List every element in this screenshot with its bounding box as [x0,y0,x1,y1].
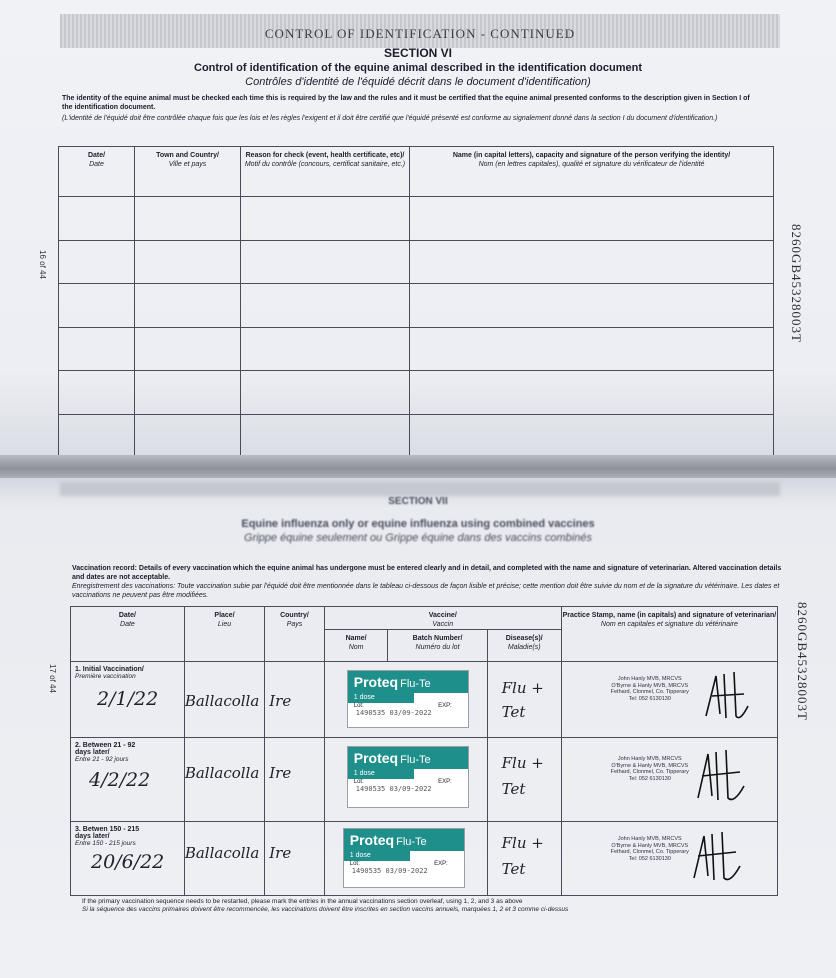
vet-signature [694,666,754,730]
footnote-fr: Si la séquence des vaccins primaires doivent être recommencée, les vaccinations doivent être inscrites en section vaccins annuels, marquées 1, 2 et 3 comme ci-dessus [82,906,569,913]
vaccine-sticker: Proteq Flu-Te 1 dose Lot: EXP: 1490535 03/09-2022 [343,828,465,888]
table-row [59,240,774,284]
table-row [59,371,774,415]
table-row [59,327,774,371]
country-cell: Ire [265,738,325,822]
practice-cell [561,738,777,822]
col-country: Country/ Pays [265,607,325,662]
col-vaccine: Vaccine/ Vaccin [324,607,561,630]
date-value: 2/1/22 [97,688,159,710]
col-batch: Batch Number/ Numéro du lot [388,630,487,662]
disease-cell: Flu + Tet [487,738,561,822]
country-cell: Ire [265,662,325,738]
place-cell: Ballacolla [184,738,264,822]
vet-signature [684,824,746,890]
band-heading: CONTROL OF IDENTIFICATION - CONTINUED [264,26,576,41]
vaccine-sticker: Proteq Flu-Te 1 dose Lot: EXP: 1490535 03/09-2022 [347,670,469,728]
table-row [59,284,774,328]
date-value: 20/6/22 [91,851,165,873]
page-number: 17 of 44 [48,664,57,693]
col-vaccine-name: Name/ Nom [324,630,388,662]
section-title: SECTION VII [388,496,448,507]
identity-check-table [58,146,774,458]
practice-cell [561,822,777,896]
date-cell: 3. Betwen 150 - 215 days later/ Entre 150 - 215 jours 20/6/22 [71,822,185,896]
col-disease: Disease(s)/ Maladie(s) [487,630,561,662]
practice-stamp: John Hanly MVB, MRCVS O'Byrne & Hanly MVB, MRCVS Fethard, Clonmel, Co. Tipperary Tel: 052 6130130 [610,836,689,862]
date-cell: 2. Between 21 - 92 days later/ Entre 21 - 92 jours 4/2/22 [71,738,185,822]
col-name: Name (in capital letters), capacity and signature of the person verifying the identity/ Nom (en lettres capitales), qualité et signature du vérificateur de l'identité [410,147,774,197]
table-row [71,822,778,896]
vaccine-sticker: Proteq Flu-Te 1 dose Lot: EXP: 1490535 03/09-2022 [347,746,469,808]
vaccination-table [70,606,778,896]
section-band [60,14,780,48]
col-practice: Practice Stamp, name (in capitals) and signature of veterinarian/ Nom en capitales et signature du vétérinaire [561,607,777,662]
disease-cell: Flu + Tet [487,822,561,896]
faded-band [60,482,780,496]
practice-stamp: John Hanly MVB, MRCVS O'Byrne & Hanly MVB, MRCVS Fethard, Clonmel, Co. Tipperary Tel: 052 6130130 [610,676,689,702]
country-cell: Ire [265,822,325,896]
section-title: SECTION VI [383,46,452,60]
title-en: Equine influenza only or equine influenza using combined vaccines [241,518,595,530]
disease-cell: Flu + Tet [487,662,561,738]
title-fr: Contrôles d'identité de l'équidé décrit dans le document d'identification) [245,76,591,88]
page-16 [0,0,836,462]
record-en: Vaccination record: Details of every vaccination which the equine animal has undergone must be entered clearly and in detail, and completed with the name and signature of veterinarian. Altered vaccination details and dates are not acceptable. [72,565,782,581]
title-en: Control of identification of the equine animal described in the identification document [194,62,642,74]
page-number: 16 of 44 [38,250,47,279]
col-date: Date/ Date [59,147,135,197]
table-row [71,662,778,738]
col-reason: Reason for check (event, health certificate, etc)/ Motif du contrôle (concours, certificat sanitaire, etc.) [241,147,410,197]
table-row [71,738,778,822]
date-value: 4/2/22 [89,769,151,791]
col-date: Date/ Date [71,607,185,662]
col-town: Town and Country/ Ville et pays [135,147,241,197]
footnote-en: If the primary vaccination sequence needs to be restarted, please mark the entries in the annual vaccinations section overleaf, using 1, 2, and 3 as above [82,898,523,905]
date-cell: 1. Initial Vaccination/ Première vaccination 2/1/22 [71,662,185,738]
title-fr: Grippe équine seulement ou Grippe équine dans des vaccins combinés [244,532,592,544]
col-place: Place/ Lieu [184,607,264,662]
place-cell: Ballacolla [184,822,264,896]
practice-cell [561,662,777,738]
vaccine-sticker-cell [324,738,487,822]
page-17 [0,478,836,978]
vaccine-sticker-cell [324,822,487,896]
place-cell: Ballacolla [184,662,264,738]
intro-fr: (L'identité de l'équidé doit être contrôlée chaque fois que les lois et les règles l'exigent et il doit être certifié que l'équidé présenté est conforme au signalement donné dans la section I du document d'identification.) [62,115,718,122]
vaccine-sticker-cell [324,662,487,738]
vet-signature [688,742,748,812]
intro-en: The identity of the equine animal must be checked each time this is required by the law and the rules and it must be certified that the equine animal presented conforms to the description given in Section I of the identification document. [62,95,750,111]
side-id: 8260GB45328003T [789,224,804,343]
record-fr: Enregistrement des vaccinations: Toute vaccination subie par l'équidé doit être mentionnée dans le tableau ci-dessous de façon lisible et précise; cette mention doit être suivie du nom et de la signature du vétérinaire. Les dates et vaccinations ne peuvent pas être modifiées. [72,583,780,599]
side-id: 8260GB45328003T [795,602,810,721]
table-row [59,414,774,458]
practice-stamp: John Hanly MVB, MRCVS O'Byrne & Hanly MVB, MRCVS Fethard, Clonmel, Co. Tipperary Tel: 052 6130130 [610,756,689,782]
table-row [59,197,774,241]
